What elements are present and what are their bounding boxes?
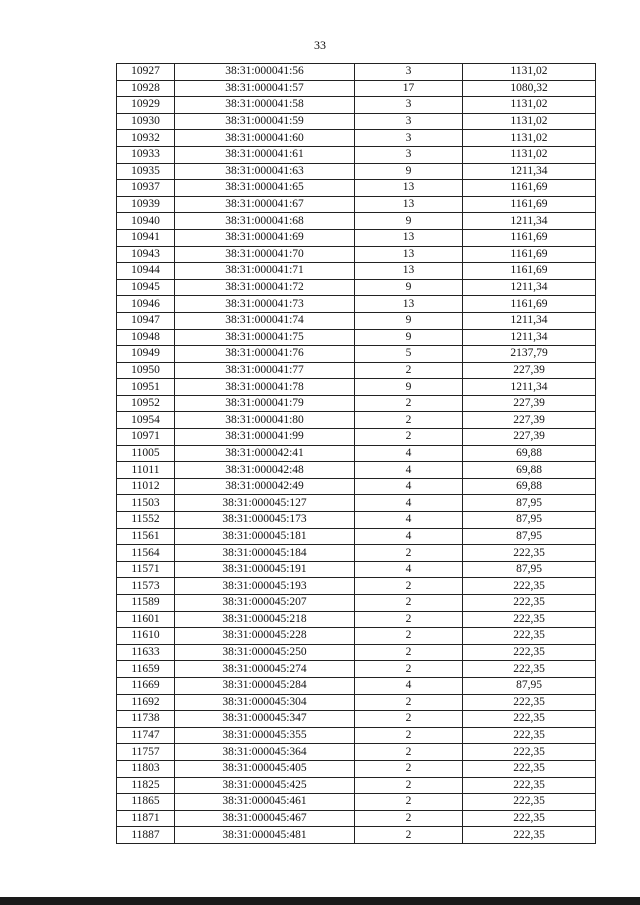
count-cell: 13 [355,263,463,280]
row-number-cell: 11589 [117,595,175,612]
cadastral-number-cell: 38:31:000045:467 [175,810,355,827]
row-number-cell: 11738 [117,711,175,728]
count-cell: 3 [355,146,463,163]
value-cell: 222,35 [463,595,596,612]
value-cell: 87,95 [463,528,596,545]
value-cell: 222,35 [463,628,596,645]
row-number-cell: 10930 [117,113,175,130]
table-row [117,478,596,495]
count-cell: 13 [355,196,463,213]
count-cell: 2 [355,362,463,379]
count-cell: 17 [355,80,463,97]
row-number-cell: 10937 [117,180,175,197]
table-row [117,578,596,595]
count-cell: 3 [355,64,463,81]
value-cell: 1211,34 [463,379,596,396]
row-number-cell: 11503 [117,495,175,512]
row-number-cell: 10927 [117,64,175,81]
cadastral-number-cell: 38:31:000041:59 [175,113,355,130]
count-cell: 2 [355,429,463,446]
value-cell: 1131,02 [463,97,596,114]
cadastral-number-cell: 38:31:000041:67 [175,196,355,213]
value-cell: 222,35 [463,711,596,728]
count-cell: 9 [355,163,463,180]
value-cell: 1211,34 [463,213,596,230]
value-cell: 1161,69 [463,263,596,280]
count-cell: 4 [355,478,463,495]
value-cell: 2137,79 [463,346,596,363]
table-row [117,661,596,678]
table-row [117,462,596,479]
table-row [117,512,596,529]
cadastral-number-cell: 38:31:000041:72 [175,279,355,296]
table-row [117,827,596,844]
cadastral-number-cell: 38:31:000041:71 [175,263,355,280]
row-number-cell: 11747 [117,727,175,744]
count-cell: 4 [355,512,463,529]
table-row [117,146,596,163]
row-number-cell: 10941 [117,229,175,246]
value-cell: 227,39 [463,412,596,429]
cadastral-number-cell: 38:31:000045:304 [175,694,355,711]
cadastral-number-cell: 38:31:000041:74 [175,312,355,329]
cadastral-number-cell: 38:31:000041:70 [175,246,355,263]
count-cell: 4 [355,445,463,462]
cadastral-number-cell: 38:31:000045:347 [175,711,355,728]
cadastral-number-cell: 38:31:000041:56 [175,64,355,81]
value-cell: 222,35 [463,777,596,794]
row-number-cell: 11610 [117,628,175,645]
row-number-cell: 10947 [117,312,175,329]
table-row [117,711,596,728]
table-row [117,130,596,147]
row-number-cell: 11825 [117,777,175,794]
value-cell: 1211,34 [463,329,596,346]
value-cell: 222,35 [463,611,596,628]
cadastral-number-cell: 38:31:000045:364 [175,744,355,761]
value-cell: 69,88 [463,478,596,495]
table-row [117,346,596,363]
value-cell: 222,35 [463,661,596,678]
value-cell: 69,88 [463,462,596,479]
table-row [117,263,596,280]
cadastral-number-cell: 38:31:000041:63 [175,163,355,180]
count-cell: 9 [355,329,463,346]
count-cell: 9 [355,312,463,329]
value-cell: 222,35 [463,545,596,562]
row-number-cell: 11601 [117,611,175,628]
row-number-cell: 11757 [117,744,175,761]
count-cell: 2 [355,578,463,595]
row-number-cell: 11573 [117,578,175,595]
count-cell: 3 [355,97,463,114]
count-cell: 9 [355,279,463,296]
row-number-cell: 10928 [117,80,175,97]
count-cell: 2 [355,827,463,844]
table-row [117,445,596,462]
cadastral-number-cell: 38:31:000041:99 [175,429,355,446]
table-row [117,163,596,180]
table-row [117,644,596,661]
count-cell: 2 [355,777,463,794]
row-number-cell: 11887 [117,827,175,844]
value-cell: 87,95 [463,561,596,578]
row-number-cell: 10949 [117,346,175,363]
table-row [117,395,596,412]
row-number-cell: 10929 [117,97,175,114]
cadastral-number-cell: 38:31:000041:60 [175,130,355,147]
cadastral-number-cell: 38:31:000045:405 [175,760,355,777]
value-cell: 222,35 [463,794,596,811]
value-cell: 1161,69 [463,296,596,313]
cadastral-number-cell: 38:31:000045:284 [175,677,355,694]
value-cell: 87,95 [463,512,596,529]
table-row [117,379,596,396]
table-row [117,429,596,446]
cadastral-number-cell: 38:31:000045:355 [175,727,355,744]
row-number-cell: 10935 [117,163,175,180]
value-cell: 87,95 [463,495,596,512]
cadastral-number-cell: 38:31:000045:461 [175,794,355,811]
table-row [117,180,596,197]
cadastral-number-cell: 38:31:000041:69 [175,229,355,246]
cadastral-number-cell: 38:31:000045:274 [175,661,355,678]
row-number-cell: 11011 [117,462,175,479]
row-number-cell: 10952 [117,395,175,412]
row-number-cell: 11561 [117,528,175,545]
value-cell: 1161,69 [463,180,596,197]
cadastral-number-cell: 38:31:000041:61 [175,146,355,163]
count-cell: 4 [355,561,463,578]
table-row [117,794,596,811]
count-cell: 9 [355,379,463,396]
value-cell: 222,35 [463,644,596,661]
row-number-cell: 10944 [117,263,175,280]
value-cell: 222,35 [463,744,596,761]
table-row [117,64,596,81]
cadastral-number-cell: 38:31:000045:184 [175,545,355,562]
cadastral-number-cell: 38:31:000041:57 [175,80,355,97]
row-number-cell: 10933 [117,146,175,163]
count-cell: 2 [355,810,463,827]
cadastral-number-cell: 38:31:000041:76 [175,346,355,363]
cadastral-number-cell: 38:31:000041:80 [175,412,355,429]
count-cell: 2 [355,794,463,811]
value-cell: 227,39 [463,362,596,379]
table-row [117,727,596,744]
count-cell: 2 [355,711,463,728]
count-cell: 3 [355,113,463,130]
table-row [117,760,596,777]
count-cell: 3 [355,130,463,147]
row-number-cell: 11669 [117,677,175,694]
table-row [117,528,596,545]
table-row [117,113,596,130]
value-cell: 1131,02 [463,146,596,163]
table-row [117,777,596,794]
count-cell: 2 [355,661,463,678]
table-row [117,495,596,512]
table-row [117,412,596,429]
value-cell: 222,35 [463,694,596,711]
count-cell: 2 [355,395,463,412]
cadastral-number-cell: 38:31:000041:75 [175,329,355,346]
row-number-cell: 10932 [117,130,175,147]
row-number-cell: 11571 [117,561,175,578]
table-row [117,196,596,213]
cadastral-number-cell: 38:31:000041:78 [175,379,355,396]
count-cell: 2 [355,595,463,612]
scan-edge [0,897,640,905]
row-number-cell: 10939 [117,196,175,213]
count-cell: 2 [355,727,463,744]
cadastral-number-cell: 38:31:000042:41 [175,445,355,462]
cadastral-number-cell: 38:31:000045:191 [175,561,355,578]
cadastral-number-cell: 38:31:000045:228 [175,628,355,645]
table-body [117,64,596,844]
data-table [116,63,596,844]
row-number-cell: 11692 [117,694,175,711]
cadastral-number-cell: 38:31:000045:250 [175,644,355,661]
row-number-cell: 11865 [117,794,175,811]
count-cell: 9 [355,213,463,230]
value-cell: 1131,02 [463,113,596,130]
table-row [117,296,596,313]
table-row [117,362,596,379]
cadastral-number-cell: 38:31:000041:73 [175,296,355,313]
table-row [117,595,596,612]
table-row [117,744,596,761]
value-cell: 1131,02 [463,64,596,81]
value-cell: 1211,34 [463,312,596,329]
cadastral-number-cell: 38:31:000045:193 [175,578,355,595]
row-number-cell: 10946 [117,296,175,313]
count-cell: 13 [355,296,463,313]
count-cell: 13 [355,180,463,197]
row-number-cell: 11871 [117,810,175,827]
value-cell: 1080,32 [463,80,596,97]
value-cell: 222,35 [463,827,596,844]
count-cell: 13 [355,229,463,246]
cadastral-number-cell: 38:31:000041:58 [175,97,355,114]
table-row [117,810,596,827]
value-cell: 222,35 [463,760,596,777]
count-cell: 2 [355,744,463,761]
table-row [117,229,596,246]
count-cell: 5 [355,346,463,363]
table-row [117,279,596,296]
table-row [117,97,596,114]
cadastral-number-cell: 38:31:000045:425 [175,777,355,794]
value-cell: 222,35 [463,578,596,595]
count-cell: 2 [355,694,463,711]
row-number-cell: 10948 [117,329,175,346]
value-cell: 87,95 [463,677,596,694]
table-row [117,213,596,230]
cadastral-number-cell: 38:31:000045:127 [175,495,355,512]
value-cell: 1211,34 [463,163,596,180]
count-cell: 4 [355,677,463,694]
count-cell: 4 [355,528,463,545]
row-number-cell: 11552 [117,512,175,529]
page-number: 33 [314,38,326,52]
count-cell: 2 [355,644,463,661]
row-number-cell: 11633 [117,644,175,661]
value-cell: 222,35 [463,727,596,744]
table-row [117,677,596,694]
cadastral-number-cell: 38:31:000045:173 [175,512,355,529]
value-cell: 1161,69 [463,196,596,213]
table-row [117,329,596,346]
row-number-cell: 11564 [117,545,175,562]
table-row [117,246,596,263]
cadastral-number-cell: 38:31:000041:65 [175,180,355,197]
value-cell: 69,88 [463,445,596,462]
cadastral-number-cell: 38:31:000045:218 [175,611,355,628]
count-cell: 4 [355,462,463,479]
cadastral-number-cell: 38:31:000045:481 [175,827,355,844]
cadastral-number-cell: 38:31:000042:48 [175,462,355,479]
count-cell: 13 [355,246,463,263]
row-number-cell: 10954 [117,412,175,429]
row-number-cell: 11659 [117,661,175,678]
table-row [117,611,596,628]
count-cell: 2 [355,412,463,429]
row-number-cell: 11012 [117,478,175,495]
value-cell: 1131,02 [463,130,596,147]
cadastral-number-cell: 38:31:000041:68 [175,213,355,230]
row-number-cell: 11803 [117,760,175,777]
cadastral-number-cell: 38:31:000042:49 [175,478,355,495]
row-number-cell: 10951 [117,379,175,396]
value-cell: 1211,34 [463,279,596,296]
count-cell: 2 [355,760,463,777]
count-cell: 2 [355,628,463,645]
value-cell: 227,39 [463,395,596,412]
cadastral-number-cell: 38:31:000041:77 [175,362,355,379]
cadastral-number-cell: 38:31:000045:181 [175,528,355,545]
row-number-cell: 10940 [117,213,175,230]
row-number-cell: 10943 [117,246,175,263]
table-row [117,545,596,562]
row-number-cell: 10945 [117,279,175,296]
row-number-cell: 10950 [117,362,175,379]
table-row [117,694,596,711]
cadastral-number-cell: 38:31:000041:79 [175,395,355,412]
value-cell: 1161,69 [463,246,596,263]
count-cell: 2 [355,611,463,628]
value-cell: 1161,69 [463,229,596,246]
row-number-cell: 10971 [117,429,175,446]
cadastral-number-cell: 38:31:000045:207 [175,595,355,612]
value-cell: 222,35 [463,810,596,827]
count-cell: 4 [355,495,463,512]
count-cell: 2 [355,545,463,562]
table-row [117,312,596,329]
table-row [117,628,596,645]
table-row [117,561,596,578]
row-number-cell: 11005 [117,445,175,462]
value-cell: 227,39 [463,429,596,446]
table-row [117,80,596,97]
